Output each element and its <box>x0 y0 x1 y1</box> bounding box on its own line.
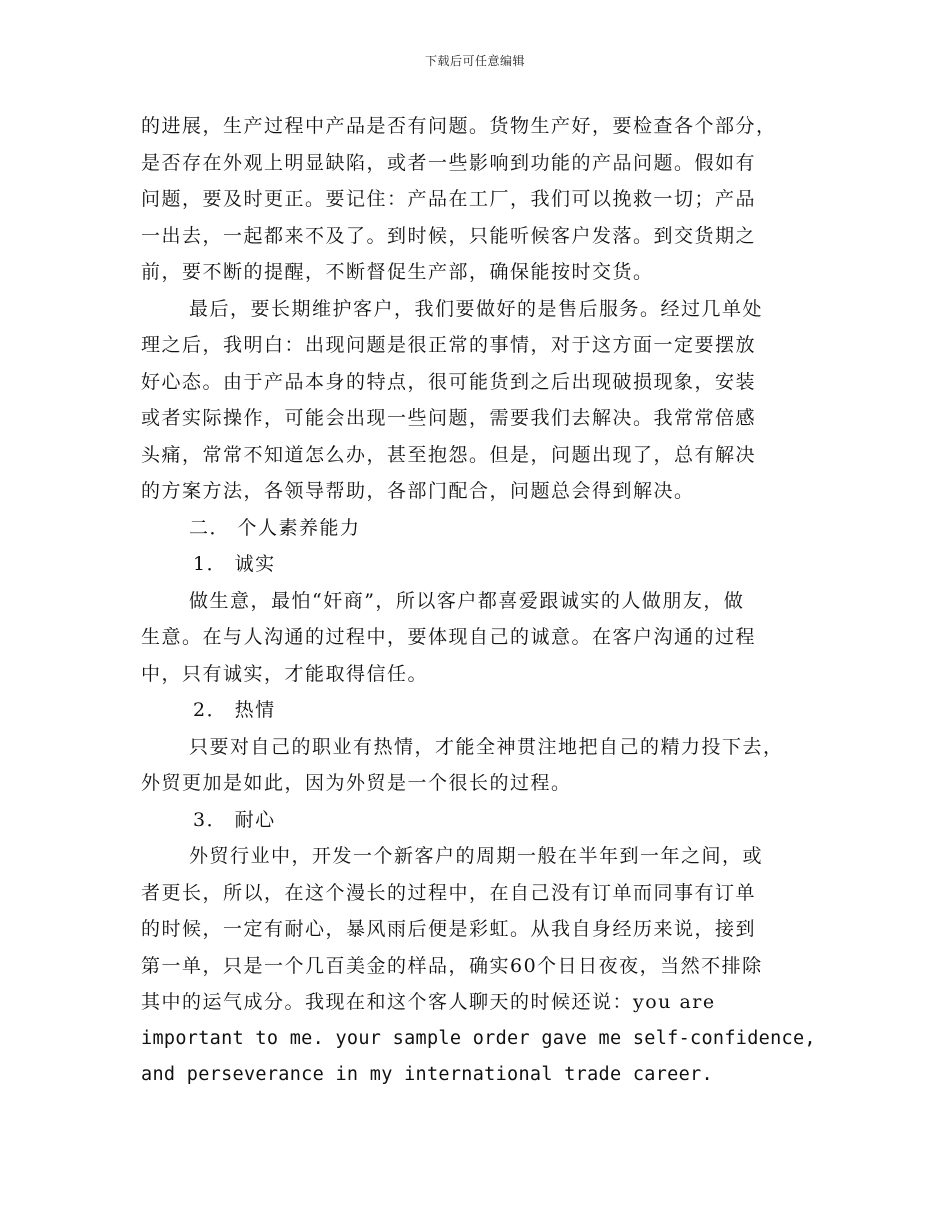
paragraph-line: 第一单，只是一个几百美金的样品，确实60个日日夜夜，当然不排除 <box>141 954 763 977</box>
page-header: 下载后可任意编辑 <box>424 54 525 68</box>
paragraph-line: 或者实际操作，可能会出现一些问题，需要我们去解决。我常常倍感 <box>141 407 757 429</box>
item-heading: 3． 耐心 <box>193 808 276 831</box>
section-heading: 二． 个人素养能力 <box>189 516 361 539</box>
paragraph-line: 一出去，一起都来不及了。到时候，只能听候客户发落。到交货期之 <box>141 224 757 247</box>
paragraph-line: 做生意，最怕“奸商”，所以客户都喜爱跟诚实的人做朋友，做 <box>189 589 745 612</box>
paragraph-line: 头痛，常常不知道怎么办，甚至抱怨。但是，问题出现了，总有解决 <box>141 443 757 466</box>
item-heading: 1． 诚实 <box>193 553 276 575</box>
paragraph-line: and perseverance in my international trade career. <box>141 1064 713 1085</box>
document-body <box>141 108 816 1094</box>
paragraph-line: 只要对自己的职业有热情，才能全神贯注地把自己的精力投下去， <box>189 735 784 758</box>
paragraph-line: 的方案方法，各领导帮助，各部门配合，问题总会得到解决。 <box>141 480 695 502</box>
paragraph-line: 前，要不断的提醒，不断督促生产部，确保能按时交货。 <box>141 261 654 283</box>
paragraph-line: 外贸行业中，开发一个新客户的周期一般在半年到一年之间，或 <box>189 845 764 867</box>
paragraph-line: 中，只有诚实，才能取得信任。 <box>141 662 429 685</box>
paragraph-line: important to me. your sample order gave me self-confidence, <box>141 1027 816 1049</box>
paragraph-line: 的进展，生产过程中产品是否有问题。货物生产好，要检查各个部分， <box>141 115 777 137</box>
paragraph-line: 生意。在与人沟通的过程中，要体现自己的诚意。在客户沟通的过程 <box>141 626 757 648</box>
paragraph-line: 最后，要长期维护客户，我们要做好的是售后服务。经过几单处 <box>189 297 764 320</box>
paragraph-line: 外贸更加是如此，因为外贸是一个很长的过程。 <box>141 772 572 794</box>
item-heading: 2． 热情 <box>193 699 276 721</box>
paragraph-line: 的时候，一定有耐心，暴风雨后便是彩虹。从我自身经历来说，接到 <box>141 918 757 940</box>
paragraph-line: 其中的运气成分。我现在和这个客人聊天的时候还说：you are <box>141 991 716 1013</box>
paragraph-line: 理之后，我明白：出现问题是很正常的事情，对于这方面一定要摆放 <box>141 334 757 356</box>
paragraph-line: 者更长，所以，在这个漫长的过程中，在自己没有订单而同事有订单 <box>141 881 757 904</box>
paragraph-line: 是否存在外观上明显缺陷，或者一些影响到功能的产品问题。假如有 <box>141 151 757 174</box>
paragraph-line: 问题，要及时更正。要记住：产品在工厂，我们可以挽救一切；产品 <box>141 188 757 210</box>
paragraph-line: 好心态。由于产品本身的特点，很可能货到之后出现破损现象，安装 <box>141 370 757 393</box>
